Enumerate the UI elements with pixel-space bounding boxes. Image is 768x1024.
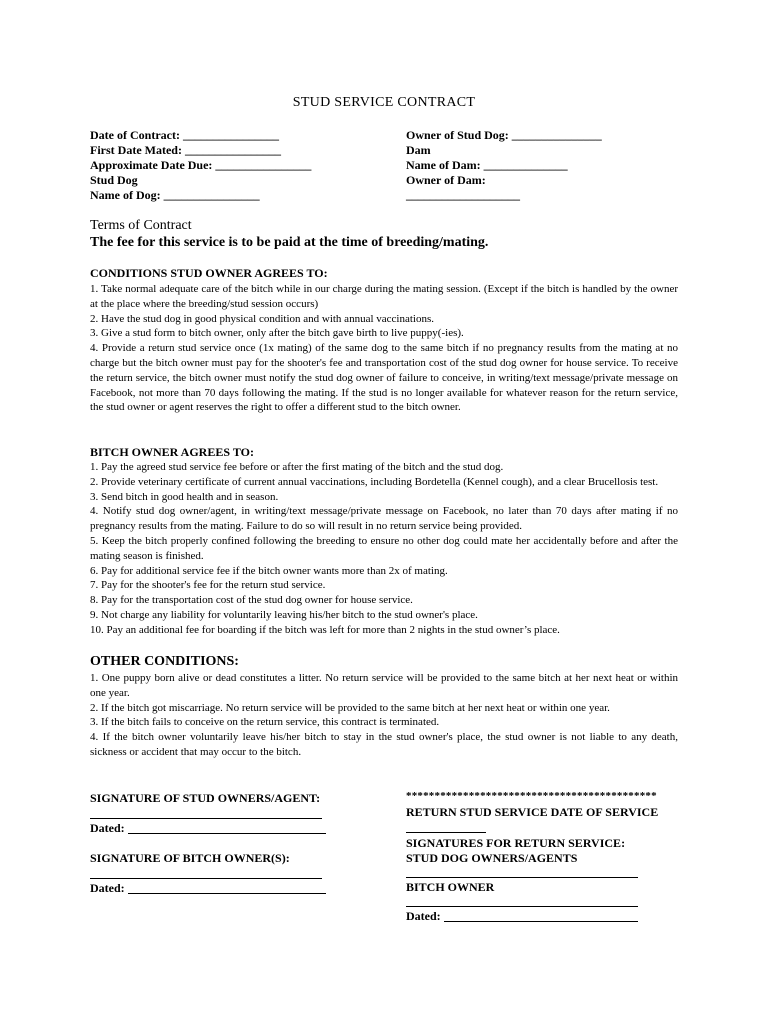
first-date-mated-field: First Date Mated: ________________ [90, 143, 281, 157]
list-item: 6. Pay for additional service fee if the bitch owner wants more than 2x of mating. [90, 564, 448, 577]
list-item: 3. Give a stud form to bitch owner, only after the bitch gave birth to live puppy(-ies). [90, 327, 464, 340]
list-item: 7. Pay for the shooter's fee for the return stud service. [90, 579, 326, 592]
owner-of-dam-blank: ___________________ [406, 188, 520, 202]
owner-of-dam-field: Owner of Dam: [406, 173, 486, 187]
stud-dog-owners-label: STUD DOG OWNERS/AGENTS [406, 851, 578, 865]
other-conditions-heading: OTHER CONDITIONS: [90, 654, 239, 669]
stud-owner-conditions [90, 282, 678, 415]
dated-line-3 [444, 921, 638, 922]
list-item: 1. One puppy born alive or dead constitutes a litter. No return service will be provided to the same bitch at her next heat or within one year. [90, 672, 678, 699]
list-item: 4. If the bitch owner voluntarily leave his/her bitch to stay in the stud owner's place, the stud owner is not liable to any death, sickness or accident that may occur to the bitch. [90, 731, 678, 758]
other-conditions [90, 671, 678, 760]
stud-dog-owners-line [406, 877, 638, 878]
terms-fee-statement: The fee for this service is to be paid at the time of breeding/mating. [90, 235, 489, 250]
bitch-owner-conditions [90, 460, 678, 638]
return-service-date-line [406, 832, 486, 833]
bitch-owner-return-label: BITCH OWNER [406, 880, 495, 894]
document-title: STUD SERVICE CONTRACT [292, 95, 476, 110]
name-of-dog-field: Name of Dog: ________________ [90, 188, 260, 202]
list-item: 2. If the bitch got miscarriage. No return service will be provided to the same bitch at her next heat or within one year. [90, 701, 610, 714]
list-item: 4. Notify stud dog owner/agent, in writing/text message/private message on Facebook, no later than 70 days after mating if no pregnancy results from the mating. Failure to do so will result in no return service being provided. [90, 505, 678, 533]
list-item: 9. Not charge any liability for voluntarily leaving his/her bitch to the stud owner's place. [90, 608, 478, 621]
separator-stars: ******************************************** [406, 790, 657, 802]
dam-label: Dam [406, 143, 431, 157]
header-right [406, 128, 602, 203]
list-item: 10. Pay an additional fee for boarding if the bitch was left for more than 2 nights in the stud owner’s place. [90, 623, 560, 636]
bitch-owner-signature-line [90, 878, 322, 879]
date-of-contract-field: Date of Contract: ________________ [90, 128, 279, 142]
return-service-signatures-label: SIGNATURES FOR RETURN SERVICE: [406, 836, 626, 850]
list-item: 4. Provide a return stud service once (1x mating) of the same dog to the same bitch if no pregnancy results from the mating at no charge but the bitch owner must pay for the shooter's fee and transportation cost of the stud dog owner for house service. To receive the return service, the bitch owner must notify the stud dog owner of failure to conceive, in writing/text message/private message on Facebook, not more than 70 days following the mating. If the stud is no longer available for whatever reason for the return service, the stud owner or agent reserves the right to offer a different stud to the bitch owner. [90, 342, 678, 414]
owner-of-stud-dog-field: Owner of Stud Dog: _______________ [406, 128, 602, 142]
dated-line-2 [128, 893, 326, 894]
bitch-owner-signature-label: SIGNATURE OF BITCH OWNER(S): [90, 851, 290, 865]
bitch-owner-return-line [406, 906, 638, 907]
stud-dog-label: Stud Dog [90, 173, 138, 187]
list-item: 1. Pay the agreed stud service fee before or after the first mating of the bitch and the stud dog. [90, 461, 504, 473]
terms-heading: Terms of Contract [90, 218, 192, 233]
dated-label-1: Dated: [90, 821, 125, 835]
bitch-owner-heading: BITCH OWNER AGREES TO: [90, 445, 254, 459]
stud-owner-signature-line [90, 818, 322, 819]
stud-owner-signature-label: SIGNATURE OF STUD OWNERS/AGENT: [90, 791, 321, 805]
dated-line-1 [128, 833, 326, 834]
approximate-date-due-field: Approximate Date Due: ________________ [90, 158, 312, 172]
list-item: 2. Have the stud dog in good physical condition and with annual vaccinations. [90, 312, 434, 325]
return-service-date-label: RETURN STUD SERVICE DATE OF SERVICE [406, 805, 659, 819]
list-item: 3. Send bitch in good health and in season. [90, 490, 279, 503]
list-item: 8. Pay for the transportation cost of the stud dog owner for house service. [90, 594, 413, 607]
dated-label-3: Dated: [406, 909, 441, 923]
list-item: 3. If the bitch fails to conceive on the return service, this contract is terminated. [90, 716, 440, 729]
dated-label-2: Dated: [90, 881, 125, 895]
list-item: 1. Take normal adequate care of the bitch while in our charge during the mating session. (Except if the bitch is handled by the owner at the place where the breeding/stud session occurs) [90, 283, 678, 310]
list-item: 2. Provide veterinary certificate of current annual vaccinations, including Bordetella (Kennel cough), and a clear Brucellosis test. [90, 475, 659, 488]
header-left [90, 128, 311, 203]
name-of-dam-field: Name of Dam: ______________ [406, 158, 568, 172]
list-item: 5. Keep the bitch properly confined following the breeding to ensure no other dog could mate her accidentally before and after the mating season is finished. [90, 534, 678, 562]
stud-owner-heading: CONDITIONS STUD OWNER AGREES TO: [90, 266, 328, 280]
